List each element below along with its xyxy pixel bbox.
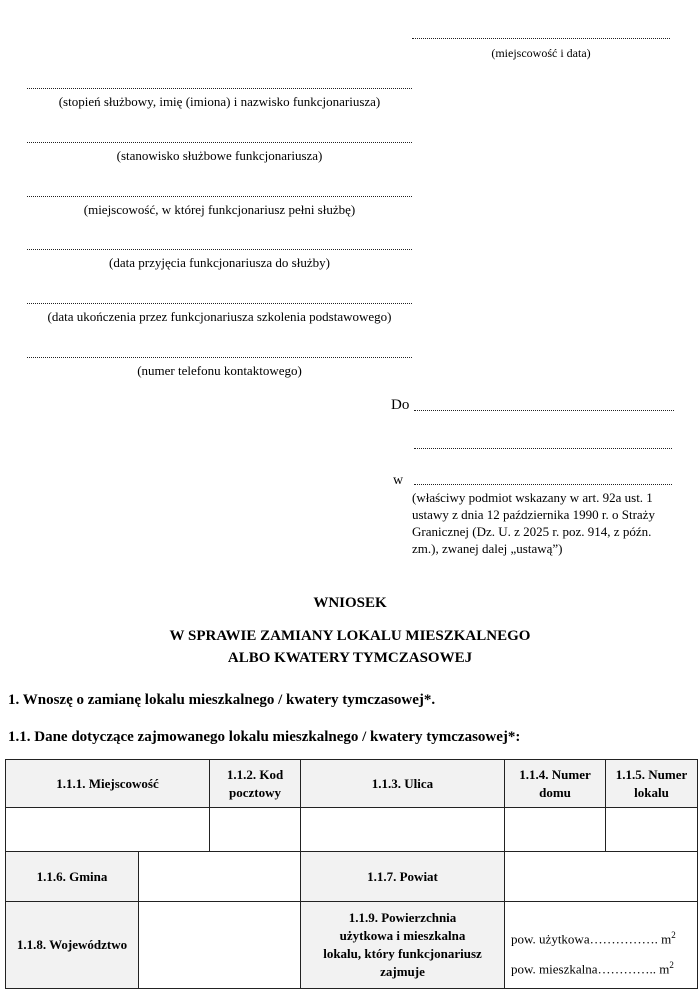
service-location-field[interactable] bbox=[27, 196, 412, 197]
addressee-line-2[interactable] bbox=[414, 448, 672, 449]
living-area-unit-exponent: 2 bbox=[669, 960, 674, 970]
section-1-1-heading: 1.1. Dane dotyczące zajmowanego lokalu mieszkalnego / kwatery tymczasowej*: bbox=[8, 729, 521, 745]
place-date-field[interactable] bbox=[412, 38, 670, 39]
document-subtitle-line-2: ALBO KWATERY TYMCZASOWEJ bbox=[227, 650, 473, 666]
apartment-number-input[interactable] bbox=[606, 808, 698, 852]
header-county: 1.1.7. Powiat bbox=[301, 852, 505, 902]
header-commune: 1.1.6. Gmina bbox=[6, 852, 139, 902]
commune-input[interactable] bbox=[139, 852, 301, 902]
header-voivodeship: 1.1.8. Województwo bbox=[6, 902, 139, 989]
header-locality: 1.1.1. Miejscowość bbox=[6, 760, 210, 808]
addressee-line-3[interactable] bbox=[414, 484, 672, 485]
service-location-caption: (miejscowość, w której funkcjonariusz pełni służbę) bbox=[83, 202, 356, 217]
usable-area-unit-exponent: 2 bbox=[671, 929, 676, 940]
training-date-field[interactable] bbox=[27, 303, 412, 304]
header-area: 1.1.9. Powierzchnia użytkowa i mieszkalna lokalu, który funkcjonariusz zajmuje bbox=[301, 902, 505, 989]
house-number-input[interactable] bbox=[505, 808, 606, 852]
officer-name-field[interactable] bbox=[27, 88, 412, 89]
admission-date-caption: (data przyjęcia funkcjonariusza do służby) bbox=[109, 255, 330, 270]
document-title: WNIOSEK bbox=[313, 595, 387, 611]
header-house-number: 1.1.4. Numer domu bbox=[505, 760, 606, 808]
section-1-heading: 1. Wnoszę o zamianę lokalu mieszkalnego / kwatery tymczasowej*. bbox=[8, 692, 436, 708]
training-date-caption: (data ukończenia przez funkcjonariusza szkolenia podstawowego) bbox=[47, 309, 392, 324]
addressee-note: (właściwy podmiot wskazany w art. 92a ust. 1 ustawy z dnia 12 października 1990 r. o Straży Granicznej (Dz. U. z 2025 r. poz. 914, z późn. zm.), zwanej dalej „ustawą”) bbox=[412, 490, 655, 556]
admission-date-field[interactable] bbox=[27, 249, 412, 250]
header-postal-code: 1.1.2. Kod pocztowy bbox=[210, 760, 301, 808]
county-input[interactable] bbox=[505, 852, 698, 902]
officer-position-caption: (stanowisko służbowe funkcjonariusza) bbox=[116, 148, 323, 163]
living-area-label: pow. mieszkalna………….. m bbox=[511, 961, 670, 977]
addressee-line-1[interactable] bbox=[414, 410, 674, 411]
phone-caption: (numer telefonu kontaktowego) bbox=[137, 363, 302, 378]
phone-field[interactable] bbox=[27, 357, 412, 358]
header-apartment-number: 1.1.5. Numer lokalu bbox=[606, 760, 698, 808]
street-input[interactable] bbox=[301, 808, 505, 852]
voivodeship-input[interactable] bbox=[139, 902, 301, 989]
document-subtitle-line-1: W SPRAWIE ZAMIANY LOKALU MIESZKALNEGO bbox=[169, 628, 531, 644]
living-area-field[interactable] bbox=[511, 956, 693, 978]
officer-name-caption: (stopień służbowy, imię (imiona) i nazwisko funkcjonariusza) bbox=[58, 94, 381, 109]
officer-position-field[interactable] bbox=[27, 142, 412, 143]
locality-input[interactable] bbox=[6, 808, 210, 852]
postal-code-input[interactable] bbox=[210, 808, 301, 852]
usable-area-field[interactable] bbox=[511, 926, 693, 948]
usable-area-label: pow. użytkowa……………. m bbox=[511, 931, 672, 946]
header-street: 1.1.3. Ulica bbox=[301, 760, 505, 808]
area-cell bbox=[505, 902, 698, 989]
dwelling-data-table bbox=[5, 759, 698, 989]
addressee-w-label: w bbox=[393, 473, 404, 488]
place-date-caption: (miejscowość i data) bbox=[491, 46, 591, 60]
addressee-do-label: Do bbox=[391, 397, 410, 413]
